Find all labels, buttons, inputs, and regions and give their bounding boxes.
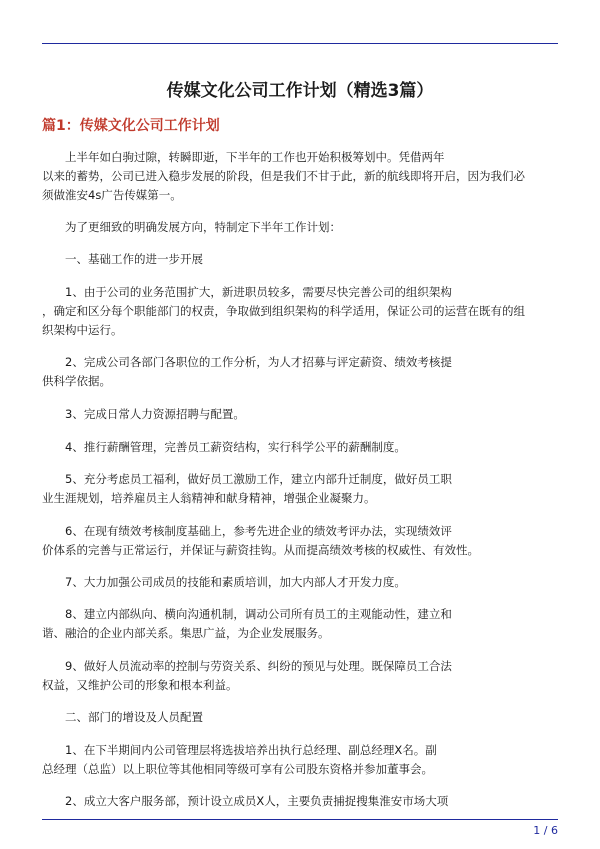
- paragraph: [42, 405, 558, 424]
- paragraph-line: 以来的蓄势，公司已进入稳步发展的阶段，但是我们不甘于此，新的航线即将开启，因为我们必: [42, 169, 525, 183]
- bottom-divider: [42, 819, 558, 820]
- paragraph: [42, 283, 558, 340]
- paragraph-line: 7、大力加强公司成员的技能和素质培训，加大内部人才开发力度。: [65, 575, 406, 589]
- paragraph: [42, 218, 558, 237]
- document-title: 传媒文化公司工作计划（精选3篇）: [166, 81, 434, 101]
- top-divider: [42, 43, 558, 44]
- paragraph-line: 谐、融洽的企业内部关系。集思广益，为企业发展服务。: [42, 626, 330, 640]
- paragraph: [42, 573, 558, 592]
- paragraph-line: 8、建立内部纵向、横向沟通机制，调动公司所有员工的主观能动性，建立和: [65, 607, 452, 621]
- paragraph-line: 权益，又维护公司的形象和根本利益。: [42, 678, 238, 692]
- paragraph: [42, 708, 558, 727]
- paragraph: [42, 741, 558, 779]
- page-number: 1 / 6: [533, 824, 558, 837]
- paragraph: [42, 438, 558, 457]
- paragraph-line: 6、在现有绩效考核制度基础上，参考先进企业的绩效考评办法，实现绩效评: [65, 524, 452, 538]
- document-body: [42, 148, 558, 811]
- paragraph-line: 总经理（总监）以上职位等其他相同等级可享有公司股东资格并参加董事会。: [42, 762, 433, 776]
- paragraph-line: 3、完成日常人力资源招聘与配置。: [65, 407, 245, 421]
- paragraph-line: 上半年如白驹过隙，转瞬即逝，下半年的工作也开始积极筹划中。凭借两年: [65, 150, 445, 164]
- paragraph-line: 2、成立大客户服务部，预计设立成员X人，主要负责捕捉搜集淮安市场大项: [65, 794, 449, 808]
- paragraph-line: 5、充分考虑员工福利，做好员工激励工作，建立内部升迁制度，做好员工职: [65, 472, 452, 486]
- section-title: 篇1：传媒文化公司工作计划: [42, 118, 220, 134]
- paragraph-line: 2、完成公司各部门各职位的工作分析，为人才招募与评定薪资、绩效考核提: [65, 355, 452, 369]
- paragraph-line: 供科学依据。: [42, 374, 111, 388]
- paragraph: [42, 353, 558, 391]
- paragraph-line: 4、推行薪酬管理，完善员工薪资结构，实行科学公平的薪酬制度。: [65, 440, 406, 454]
- paragraph: [42, 470, 558, 508]
- paragraph-line: 织架构中运行。: [42, 323, 123, 337]
- paragraph-line: 二、部门的增设及人员配置: [65, 710, 203, 724]
- paragraph-line: 一、基础工作的进一步开展: [65, 252, 203, 266]
- paragraph: [42, 250, 558, 269]
- paragraph: [42, 792, 558, 811]
- paragraph: [42, 657, 558, 695]
- paragraph: [42, 605, 558, 643]
- paragraph-line: 须做淮安4s广告传媒第一。: [42, 188, 182, 202]
- paragraph-line: 价体系的完善与正常运行，并保证与薪资挂钩。从而提高绩效考核的权威性、有效性。: [42, 543, 479, 557]
- paragraph-line: 业生涯规划，培养雇员主人翁精神和献身精神，增强企业凝聚力。: [42, 491, 376, 505]
- paragraph-line: ，确定和区分每个职能部门的权责，争取做到组织架构的科学适用，保证公司的运营在既有的组: [42, 304, 525, 318]
- paragraph: [42, 148, 558, 205]
- paragraph-line: 9、做好人员流动率的控制与劳资关系、纠纷的预见与处理。既保障员工合法: [65, 659, 452, 673]
- paragraph-line: 为了更细致的明确发展方向，特制定下半年工作计划：: [65, 220, 341, 234]
- paragraph: [42, 522, 558, 560]
- paragraph-line: 1、由于公司的业务范围扩大，新进职员较多，需要尽快完善公司的组织架构: [65, 285, 452, 299]
- paragraph-line: 1、在下半期间内公司管理层将选拔培养出执行总经理、副总经理X名。副: [65, 743, 437, 757]
